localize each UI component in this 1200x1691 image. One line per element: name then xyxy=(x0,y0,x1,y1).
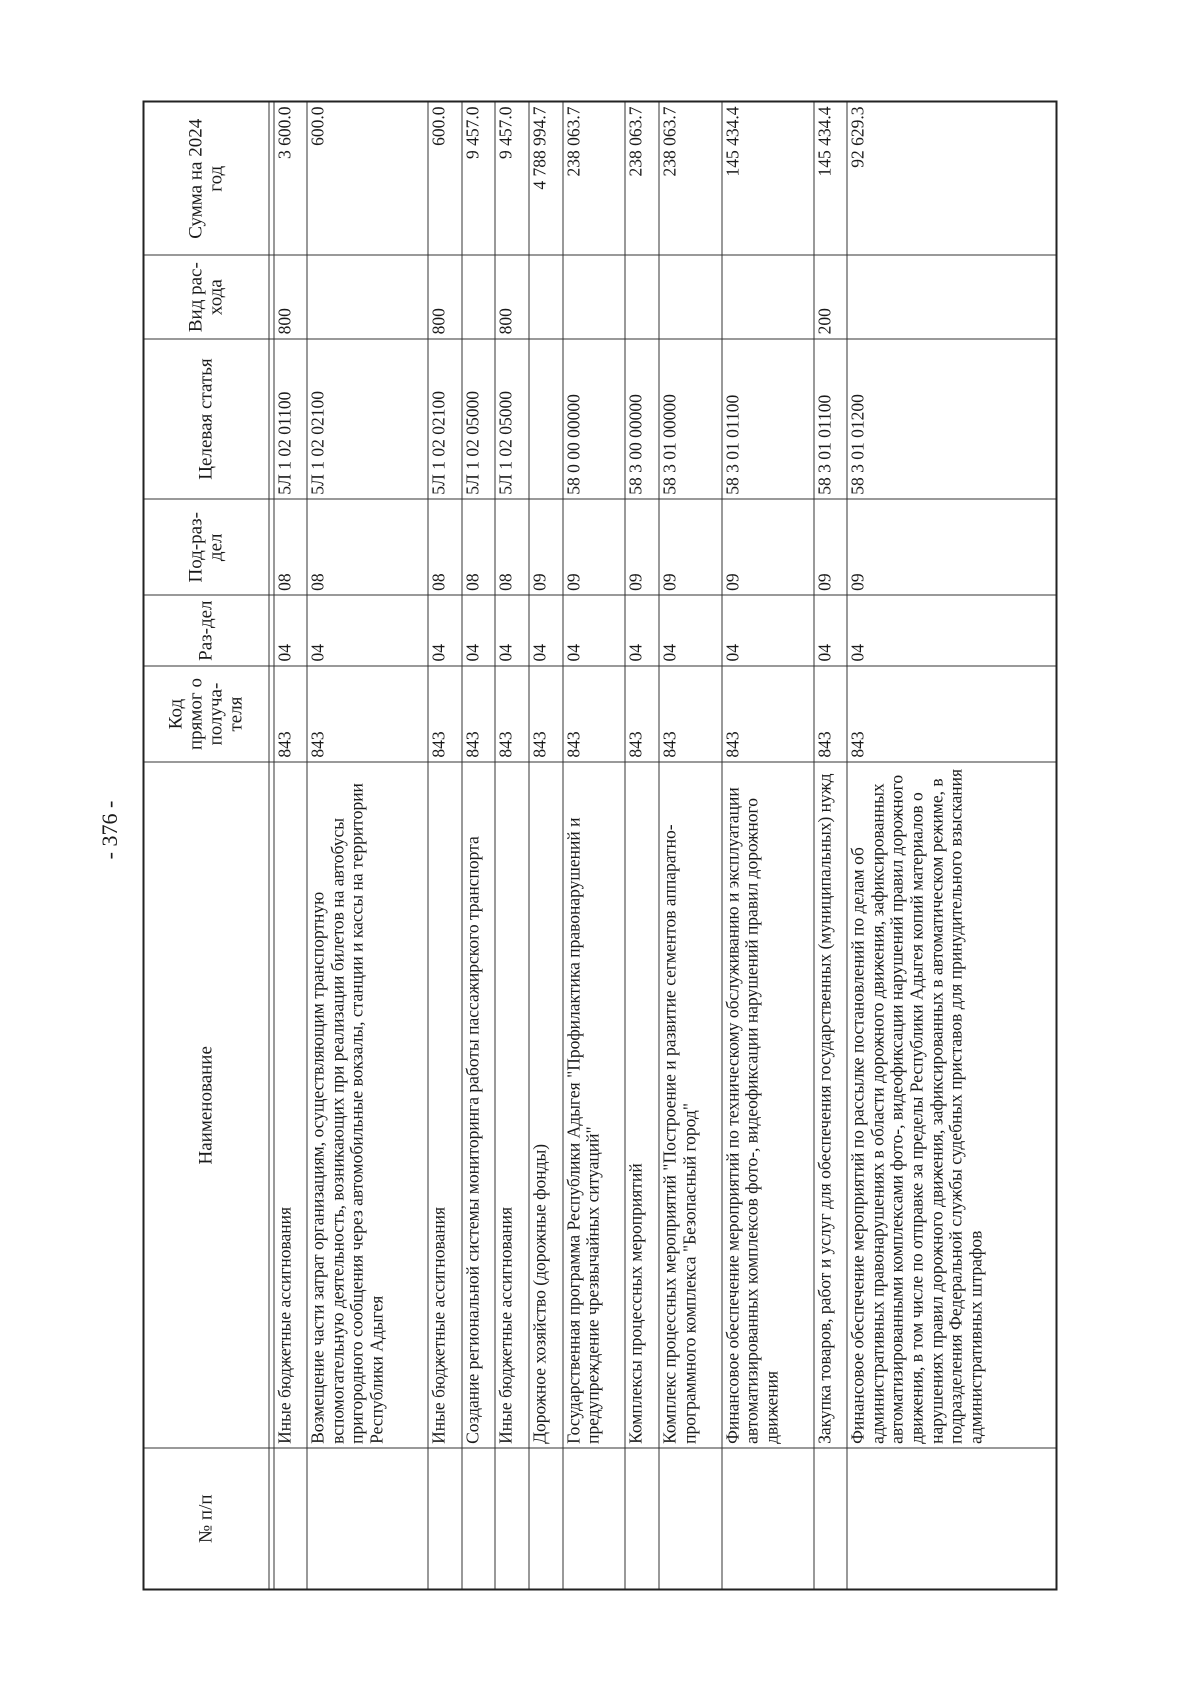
cell-expense xyxy=(659,255,722,338)
cell-amount: 3 600.0 xyxy=(274,101,308,255)
cell-recipient: 843 xyxy=(814,665,848,761)
cell-subsection: 09 xyxy=(814,499,848,595)
cell-target: 5Л 1 02 05000 xyxy=(462,338,496,498)
cell-target: 58 0 00 00000 xyxy=(563,338,626,498)
table-row xyxy=(307,101,428,1589)
cell-recipient: 843 xyxy=(428,665,462,761)
cell-section: 04 xyxy=(659,595,722,666)
table-row xyxy=(847,101,1056,1589)
cell-num xyxy=(847,1448,1056,1589)
cell-amount: 4 788 994.7 xyxy=(529,101,563,255)
cell-name: Финансовое обеспечение мероприятий по техническому обслуживанию и эксплуатации автоматизированных комплексов фото-, видеофиксации нарушений правил дорожного движения xyxy=(722,762,814,1448)
cell-name: Иные бюджетные ассигнования xyxy=(428,762,462,1448)
cell-expense xyxy=(847,255,1056,338)
cell-section: 04 xyxy=(462,595,496,666)
table-row xyxy=(462,101,496,1589)
cell-amount: 600.0 xyxy=(428,101,462,255)
cell-name: Комплекс процессных мероприятий "Построение и развитие сегментов аппаратно-программного комплекса "Безопасный город" xyxy=(659,762,722,1448)
cell-expense xyxy=(529,255,563,338)
header-target: Целевая статья xyxy=(144,338,269,498)
cell-target: 5Л 1 02 02100 xyxy=(428,338,462,498)
table-row xyxy=(529,101,563,1589)
header-recipient: Код прямог о получа-теля xyxy=(144,665,269,761)
cell-recipient: 843 xyxy=(462,665,496,761)
cell-subsection: 08 xyxy=(462,499,496,595)
cell-target: 5Л 1 02 01100 xyxy=(274,338,308,498)
cell-num xyxy=(495,1448,529,1589)
cell-num xyxy=(428,1448,462,1589)
cell-recipient: 843 xyxy=(563,665,626,761)
cell-section: 04 xyxy=(529,595,563,666)
cell-num xyxy=(814,1448,848,1589)
cell-section: 04 xyxy=(814,595,848,666)
table-row xyxy=(274,101,308,1589)
page-number: - 376 - xyxy=(97,800,122,860)
cell-section: 04 xyxy=(495,595,529,666)
cell-num xyxy=(529,1448,563,1589)
cell-name: Иные бюджетные ассигнования xyxy=(274,762,308,1448)
cell-section: 04 xyxy=(563,595,626,666)
cell-subsection: 09 xyxy=(847,499,1056,595)
cell-expense: 800 xyxy=(274,255,308,338)
cell-section: 04 xyxy=(307,595,428,666)
cell-recipient: 843 xyxy=(495,665,529,761)
cell-amount: 238 063.7 xyxy=(563,101,626,255)
cell-amount: 9 457.0 xyxy=(495,101,529,255)
cell-subsection: 08 xyxy=(428,499,462,595)
table-row xyxy=(428,101,462,1589)
table-row xyxy=(659,101,722,1589)
cell-target: 58 3 01 01100 xyxy=(814,338,848,498)
cell-recipient: 843 xyxy=(847,665,1056,761)
cell-name: Финансовое обеспечение мероприятий по рассылке постановлений по делам об административных правонарушениях в области дорожного движения, зафиксированных автоматизированными комплексами фото-, видеофиксации нарушений правил дорожного движения, в том числе по отправке за пределы Республики Адыгея копий материалов о нарушениях правил дорожного движения, зафиксированных в автоматическом режиме, в подразделения Федеральной службы судебных приставов для принудительного взыскания административных штрафов xyxy=(847,762,1056,1448)
cell-recipient: 843 xyxy=(625,665,659,761)
cell-subsection: 09 xyxy=(625,499,659,595)
cell-expense xyxy=(722,255,814,338)
header-name: Наименование xyxy=(144,762,269,1448)
cell-target: 58 3 01 01100 xyxy=(722,338,814,498)
cell-name: Возмещение части затрат организациям, осуществляющим транспортную вспомогательную деятельность, возникающих при реализации билетов на автобусы пригородного сообщения через автомобильные вокзалы, станции и кассы на территории Республики Адыгея xyxy=(307,762,428,1448)
rotated-table-wrapper xyxy=(143,100,1058,1590)
cell-section: 04 xyxy=(625,595,659,666)
cell-expense xyxy=(462,255,496,338)
cell-num xyxy=(563,1448,626,1589)
cell-name: Иные бюджетные ассигнования xyxy=(495,762,529,1448)
cell-subsection: 09 xyxy=(722,499,814,595)
cell-subsection: 09 xyxy=(563,499,626,595)
cell-target: 58 3 01 00000 xyxy=(659,338,722,498)
cell-target: 5Л 1 02 02100 xyxy=(307,338,428,498)
cell-num xyxy=(659,1448,722,1589)
cell-num xyxy=(625,1448,659,1589)
cell-subsection: 08 xyxy=(307,499,428,595)
header-section: Раз-дел xyxy=(144,595,269,666)
header-subsection: Под-раз-дел xyxy=(144,499,269,595)
cell-expense xyxy=(307,255,428,338)
table-row xyxy=(625,101,659,1589)
cell-recipient: 843 xyxy=(307,665,428,761)
cell-amount: 9 457.0 xyxy=(462,101,496,255)
cell-amount: 145 434.4 xyxy=(814,101,848,255)
cell-subsection: 08 xyxy=(495,499,529,595)
table-row xyxy=(722,101,814,1589)
cell-subsection: 09 xyxy=(659,499,722,595)
cell-expense xyxy=(625,255,659,338)
cell-expense: 200 xyxy=(814,255,848,338)
table-row xyxy=(495,101,529,1589)
cell-name: Дорожное хозяйство (дорожные фонды) xyxy=(529,762,563,1448)
cell-recipient: 843 xyxy=(529,665,563,761)
cell-num xyxy=(307,1448,428,1589)
header-num: № п/п xyxy=(144,1448,269,1589)
cell-num xyxy=(274,1448,308,1589)
cell-target: 58 3 00 00000 xyxy=(625,338,659,498)
cell-name: Комплексы процессных мероприятий xyxy=(625,762,659,1448)
cell-recipient: 843 xyxy=(722,665,814,761)
cell-subsection: 08 xyxy=(274,499,308,595)
cell-expense: 800 xyxy=(428,255,462,338)
cell-section: 04 xyxy=(847,595,1056,666)
table-row xyxy=(814,101,848,1589)
table-row xyxy=(563,101,626,1589)
cell-amount: 238 063.7 xyxy=(625,101,659,255)
cell-num xyxy=(462,1448,496,1589)
cell-section: 04 xyxy=(274,595,308,666)
cell-section: 04 xyxy=(428,595,462,666)
header-expense: Вид рас-хода xyxy=(144,255,269,338)
cell-target: 5Л 1 02 05000 xyxy=(495,338,529,498)
cell-section: 04 xyxy=(722,595,814,666)
cell-amount: 238 063.7 xyxy=(659,101,722,255)
cell-subsection: 09 xyxy=(529,499,563,595)
table-header-row xyxy=(144,101,269,1589)
cell-expense xyxy=(563,255,626,338)
header-amount: Сумма на 2024 год xyxy=(144,101,269,255)
cell-target: 58 3 01 01200 xyxy=(847,338,1056,498)
cell-amount: 600.0 xyxy=(307,101,428,255)
budget-table xyxy=(143,100,1058,1590)
cell-target xyxy=(529,338,563,498)
cell-amount: 145 434.4 xyxy=(722,101,814,255)
cell-expense: 800 xyxy=(495,255,529,338)
cell-amount: 92 629.3 xyxy=(847,101,1056,255)
cell-num xyxy=(722,1448,814,1589)
cell-name: Закупка товаров, работ и услуг для обеспечения государственных (муниципальных) нужд xyxy=(814,762,848,1448)
cell-recipient: 843 xyxy=(274,665,308,761)
cell-recipient: 843 xyxy=(659,665,722,761)
cell-name: Создание региональной системы мониторинга работы пассажирского транспорта xyxy=(462,762,496,1448)
cell-name: Государственная программа Республики Адыгея "Профилактика правонарушений и предупреждение чрезвычайных ситуаций" xyxy=(563,762,626,1448)
